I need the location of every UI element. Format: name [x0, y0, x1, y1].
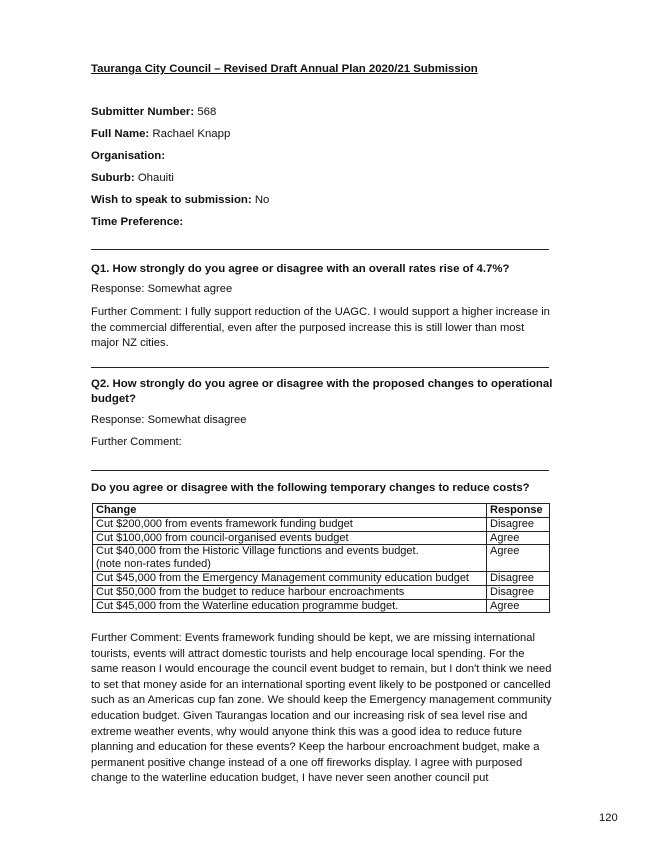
organisation-field [91, 150, 165, 162]
q2-response: Response: Somewhat disagree [91, 414, 247, 426]
response-cell: Agree [487, 599, 550, 613]
change-cell: Cut $45,000 from the Emergency Management community education budget [93, 571, 487, 585]
document-title: Tauranga City Council – Revised Draft Annual Plan 2020/21 Submission [91, 63, 478, 75]
full-name-field [91, 128, 230, 140]
column-header-response: Response [487, 504, 550, 518]
q2-question: Q2. How strongly do you agree or disagree with the proposed changes to operational budget? [91, 378, 553, 405]
change-cell: Cut $200,000 from events framework funding budget [93, 517, 487, 531]
change-cell [93, 545, 487, 572]
field-value: Ohauiti [134, 172, 174, 184]
q2-comment: Further Comment: [91, 436, 182, 448]
table-row [93, 517, 550, 531]
table-row [93, 599, 550, 613]
field-label: Time Preference: [91, 216, 184, 228]
response-cell: Agree [487, 531, 550, 545]
wish-to-speak-field [91, 194, 269, 206]
section-divider [91, 367, 549, 368]
field-label: Wish to speak to submission: [91, 194, 252, 206]
field-label: Full Name: [91, 128, 150, 140]
suburb-field [91, 172, 174, 184]
submitter-number-field [91, 106, 216, 118]
section-divider [91, 249, 549, 250]
q1-comment: Further Comment: I fully support reduction of the UAGC. I would support a higher increase in the commercial differential, even after the purposed increase this is still lower than most major NZ cities. [91, 306, 550, 350]
response-cell: Agree [487, 545, 550, 572]
change-cell: Cut $100,000 from council-organised events budget [93, 531, 487, 545]
change-cell: Cut $50,000 from the budget to reduce harbour encroachments [93, 585, 487, 599]
field-label: Submitter Number: [91, 106, 195, 118]
response-cell: Disagree [487, 585, 550, 599]
field-value: No [251, 194, 270, 206]
field-label: Organisation: [91, 150, 166, 162]
time-preference-field [91, 216, 183, 228]
response-cell: Disagree [487, 571, 550, 585]
q1-response: Response: Somewhat agree [91, 283, 233, 295]
table-row [93, 545, 550, 572]
cost-changes-table [92, 503, 550, 613]
change-cell: Cut $45,000 from the Waterline education programme budget. [93, 599, 487, 613]
column-header-change: Change [93, 504, 487, 518]
q3-question: Do you agree or disagree with the following temporary changes to reduce costs? [91, 482, 530, 494]
table-header-row [93, 504, 550, 518]
table-row [93, 531, 550, 545]
field-value: Rachael Knapp [149, 128, 231, 140]
page-number: 120 [599, 812, 618, 824]
field-value: 568 [194, 106, 217, 118]
field-label: Suburb: [91, 172, 135, 184]
change-note: (note non-rates funded) [96, 558, 211, 571]
q3-comment: Further Comment: Events framework funding should be kept, we are missing international tourists, events will attract domestic tourists and help encourage local spending. For the same reason I would encourage the council event budget to remain, but I don't think we need to set that money aside for an international sporting event likely to be postponed or cancelled such as an Americas cup fan zone. We should keep the Emergency management community education budget. Given Taurangas location and our increasing risk of sea level rise and extreme weather events, why would anyone think this was a good idea to reduce future planning and education for these events? Keep the harbour encroachment budget, make a permanent positive change instead of a one off fireworks display. I agree with purposed change to the waterline education budget, I have never seen another council put [91, 632, 552, 785]
table-row [93, 571, 550, 585]
response-cell: Disagree [487, 517, 550, 531]
section-divider [91, 470, 549, 471]
change-text: Cut $40,000 from the Historic Village functions and events budget. [96, 545, 419, 558]
table-row [93, 585, 550, 599]
q1-question: Q1. How strongly do you agree or disagree with an overall rates rise of 4.7%? [91, 263, 510, 275]
